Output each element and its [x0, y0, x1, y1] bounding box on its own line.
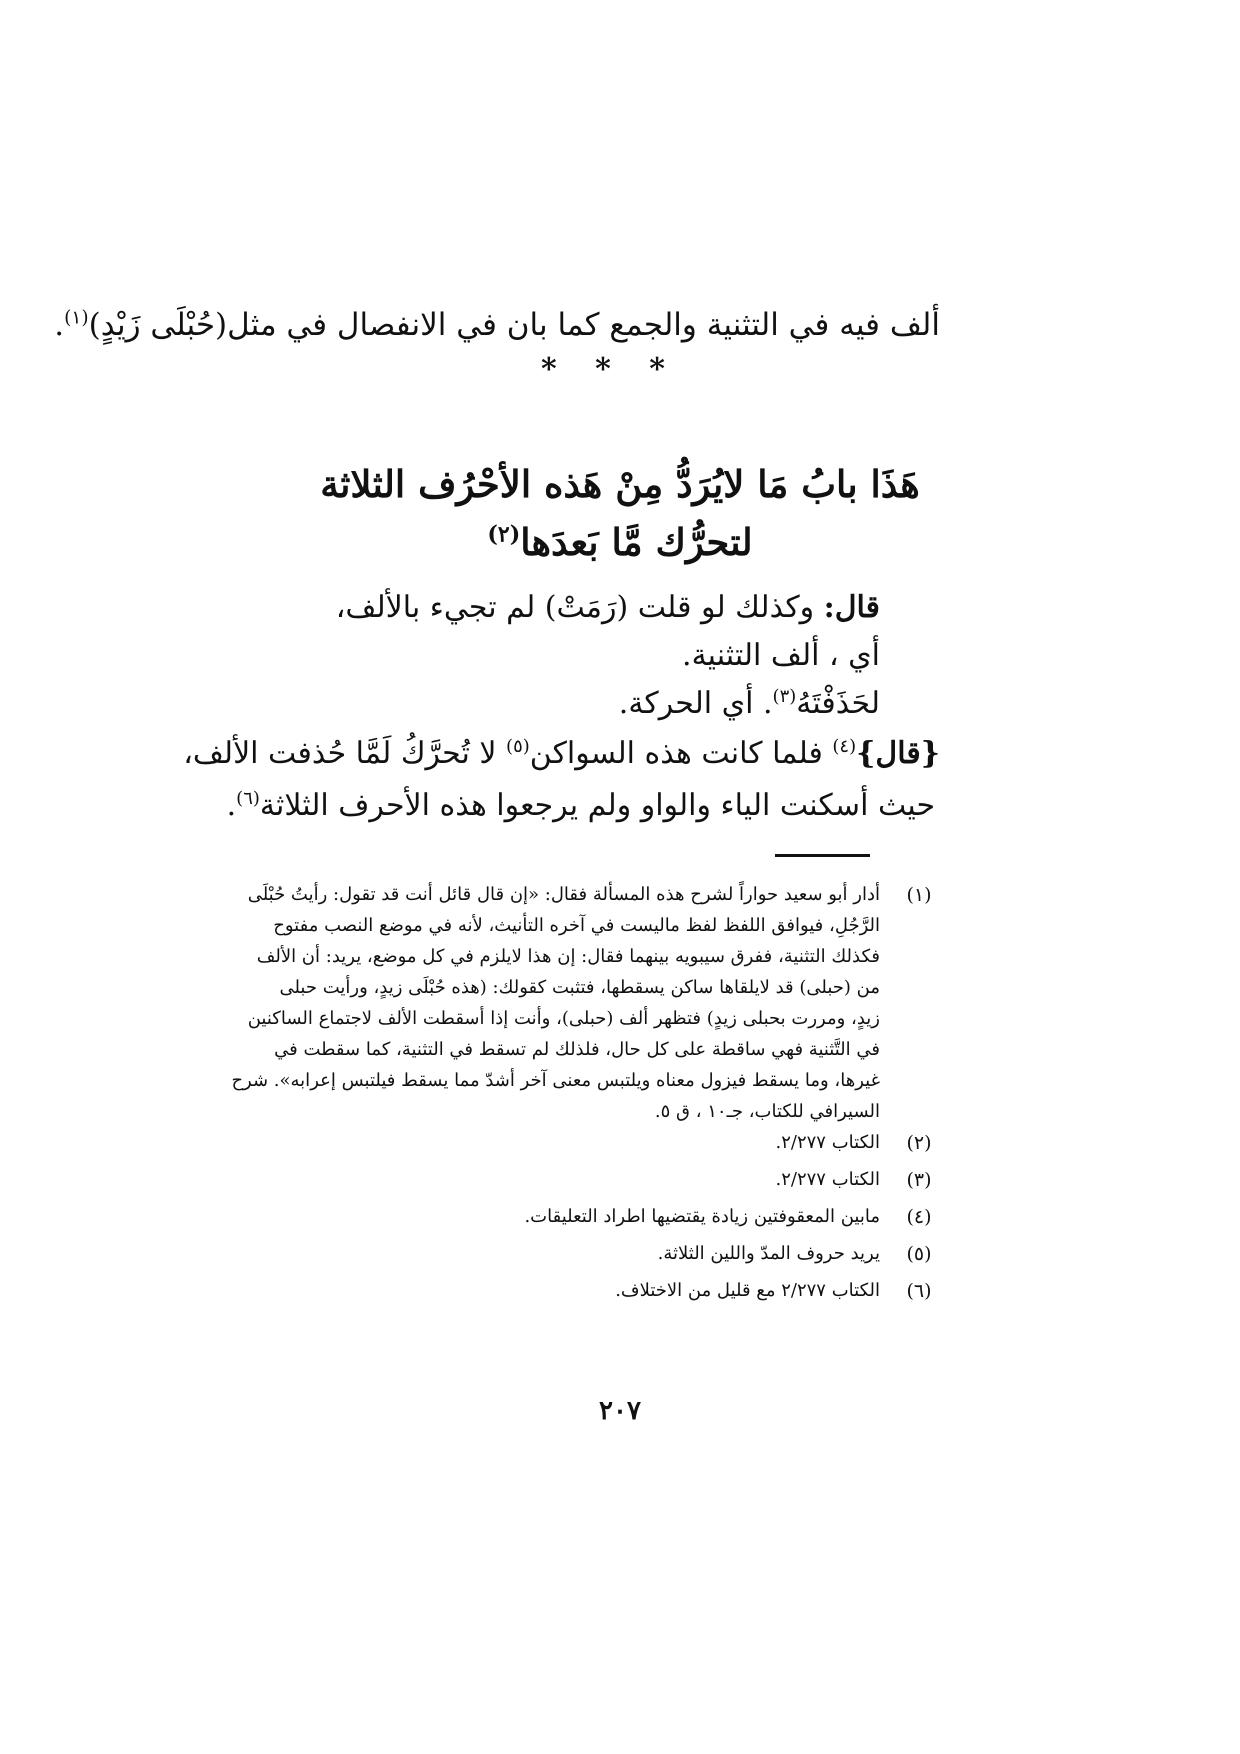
footnote-ref-1: (١): [64, 307, 89, 329]
chapter-heading-line-2: [280, 518, 960, 566]
footnote-line: يريد حروف المدّ واللين الثلاثة.: [657, 1243, 880, 1264]
footnote-ref-3: (٣): [772, 686, 797, 707]
chapter-heading-line-1: هَذَا بابُ مَا لايُرَدُّ مِنْ هَذه الأحْرُف الثلاثة: [320, 462, 920, 506]
footnote-line: فكذلك التثنية، ففرق سيبويه بينهما فقال: إن هذا لايلزم في كل موضع، يريد: أن الألف: [256, 946, 880, 967]
body-text: . أي الحركة.: [618, 686, 773, 721]
body-line-4: [183, 734, 940, 774]
footnote-number: (٣): [906, 1169, 932, 1191]
body-text: .: [226, 788, 237, 823]
footnote-ref-6: (٦): [236, 788, 260, 809]
body-text: لا تُحرَّكُ لَمَّا حُذفت الألف،: [183, 736, 497, 771]
footnote-line: الكتاب ٢/٢٧٧ مع قليل من الاختلاف.: [615, 1280, 880, 1301]
footnote-line: السيرافي للكتاب، جـ١٠ ، ق ٥.: [654, 1101, 880, 1122]
chapter-heading-text: لتحرُّك مَّا بَعدَها: [520, 520, 753, 564]
footnote-line: غيرها، وما يسقط فيزول معناه ويلتبس معنى آخر أشدّ مما يسقط فيلتبس إعرابه». شرح: [231, 1070, 880, 1091]
footnote-number: (٥): [906, 1243, 932, 1265]
footnote-number: (٤): [906, 1206, 932, 1228]
body-text: حيث أسكنت الياء والواو ولم يرجعوا هذه الأحرف الثلاثة: [259, 788, 935, 823]
footnote-ref-2: (٢): [487, 521, 521, 548]
speaker-label: قال:: [823, 590, 880, 625]
body-text: لحَذَفْتَهُ: [796, 686, 880, 721]
footnote-number: (١): [906, 884, 932, 906]
speaker-label: {قال}: [856, 736, 940, 771]
footnote-ref-5: (٥): [506, 736, 530, 757]
footnote-number: (٢): [906, 1132, 932, 1154]
body-line-5: [227, 786, 935, 826]
footnote-line: الكتاب ٢/٢٧٧.: [775, 1132, 880, 1153]
section-separator: * * *: [541, 352, 679, 387]
footnote-line: من (حبلى) قد لايلقاها ساكن يسقطها، فتثبت كقولك: (هذه حُبْلَى زيدٍ، ورأيت حبلى: [279, 977, 880, 998]
footnote-divider: [775, 854, 870, 857]
body-line-3: [619, 684, 880, 724]
footnote-line: في التَّثنية فهي ساقطة على كل حال، فلذلك لم تسقط في التثنية، كما سقطت في: [274, 1039, 880, 1060]
footnote-number: (٦): [906, 1280, 932, 1302]
footnote-ref-4: (٤): [832, 736, 857, 757]
body-text: وكذلك لو قلت (رَمَتْ) لم تجيء بالألف،: [335, 590, 815, 625]
footnote-line: زيدٍ، ومررت بحبلى زيدٍ) فتظهر ألف (حبلى)، وأنت إذا أسقطت الألف لاجتماع الساكنين: [247, 1008, 880, 1029]
continued-text-end: .: [54, 307, 65, 343]
continued-text-line: [54, 305, 940, 345]
footnote-line: مابين المعقوفتين زيادة يقتضيها اطراد التعليقات.: [524, 1206, 880, 1227]
page-number: ٢٠٧: [599, 1396, 641, 1426]
body-text: فلما كانت هذه السواكن: [529, 736, 823, 771]
body-text: أي ، ألف التثنية.: [682, 638, 880, 673]
footnote-line: الكتاب ٢/٢٧٧.: [775, 1169, 880, 1190]
footnote-line: أدار أبو سعيد حواراً لشرح هذه المسألة فقال: «إن قال قائل أنت قد تقول: رأيتُ حُبْلَى: [247, 884, 880, 905]
continued-text: ألف فيه في التثنية والجمع كما بان في الانفصال في مثل(حُبْلَى زَيْدٍ): [88, 307, 940, 343]
footnote-line: الرَّجُلِ، فيوافق اللفظ لفظ ماليست في آخره التأنيث، لأنه في موضع النصب مفتوح: [273, 915, 880, 936]
body-line-2: [682, 636, 880, 676]
body-line-1: [336, 588, 880, 628]
